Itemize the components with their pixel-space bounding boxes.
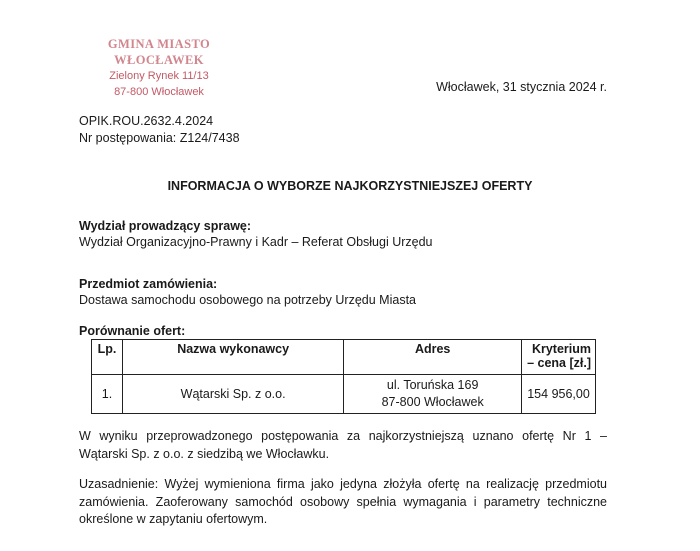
result-paragraph: W wyniku przeprowadzonego postępowania za najkorzystniejszą uznano ofertę Nr 1 – Wątarski Sp. z o.o. z siedzibą we Włocławku.: [79, 429, 607, 461]
stamp-city: 87-800 Włocławek: [114, 86, 204, 98]
cell-address-line1: ul. Toruńska 169: [386, 378, 479, 392]
stamp-title: GMINA MIASTO WŁOCŁAWEK: [107, 37, 211, 67]
department-label: Wydział prowadzący sprawę:: [79, 219, 252, 233]
cell-address-line2: 87-800 Włocławek: [381, 395, 484, 409]
cell-address: [344, 375, 522, 414]
table-header-row: [92, 340, 596, 375]
document-date: Włocławek, 31 stycznia 2024 r.: [436, 80, 607, 94]
header-address: Adres: [344, 340, 522, 375]
department-value: Wydział Organizacyjno-Prawny i Kadr – Referat Obsługi Urzędu: [79, 235, 433, 249]
comparison-label: Porównanie ofert:: [79, 324, 186, 338]
offers-table: [91, 339, 596, 414]
stamp-street: Zielony Rynek 11/13: [109, 70, 209, 82]
cell-lp: 1.: [92, 375, 123, 414]
institution-stamp: [64, 36, 254, 100]
subject-section: [79, 276, 416, 308]
justification-paragraph: Uzasadnienie: Wyżej wymieniona firma jako jedyna złożyła ofertę na realizację przedmiotu zamówienia. Zaoferowany samochód osobowy spełnia wymagania i parametry techniczne określone w zapytaniu ofertowym.: [79, 477, 607, 526]
subject-label: Przedmiot zamówienia:: [79, 277, 218, 291]
cell-contractor-name: Wątarski Sp. z o.o.: [122, 375, 343, 414]
department-section: [79, 218, 433, 250]
header-criterion-line2: – cena [zł.]: [527, 356, 591, 370]
reference-block: [79, 113, 240, 147]
header-criterion-line1: Kryterium: [531, 342, 591, 356]
table-row: [92, 375, 596, 414]
cell-price: 154 956,00: [522, 375, 596, 414]
file-number: OPIK.ROU.2632.4.2024: [79, 114, 214, 128]
header-lp: Lp.: [92, 340, 123, 375]
procedure-number: Nr postępowania: Z124/7438: [79, 131, 240, 145]
document-title: INFORMACJA O WYBORZE NAJKORZYSTNIEJSZEJ OFERTY: [167, 179, 533, 193]
header-contractor-name: Nazwa wykonawcy: [122, 340, 343, 375]
header-criterion: [522, 340, 596, 375]
subject-value: Dostawa samochodu osobowego na potrzeby Urzędu Miasta: [79, 293, 416, 307]
